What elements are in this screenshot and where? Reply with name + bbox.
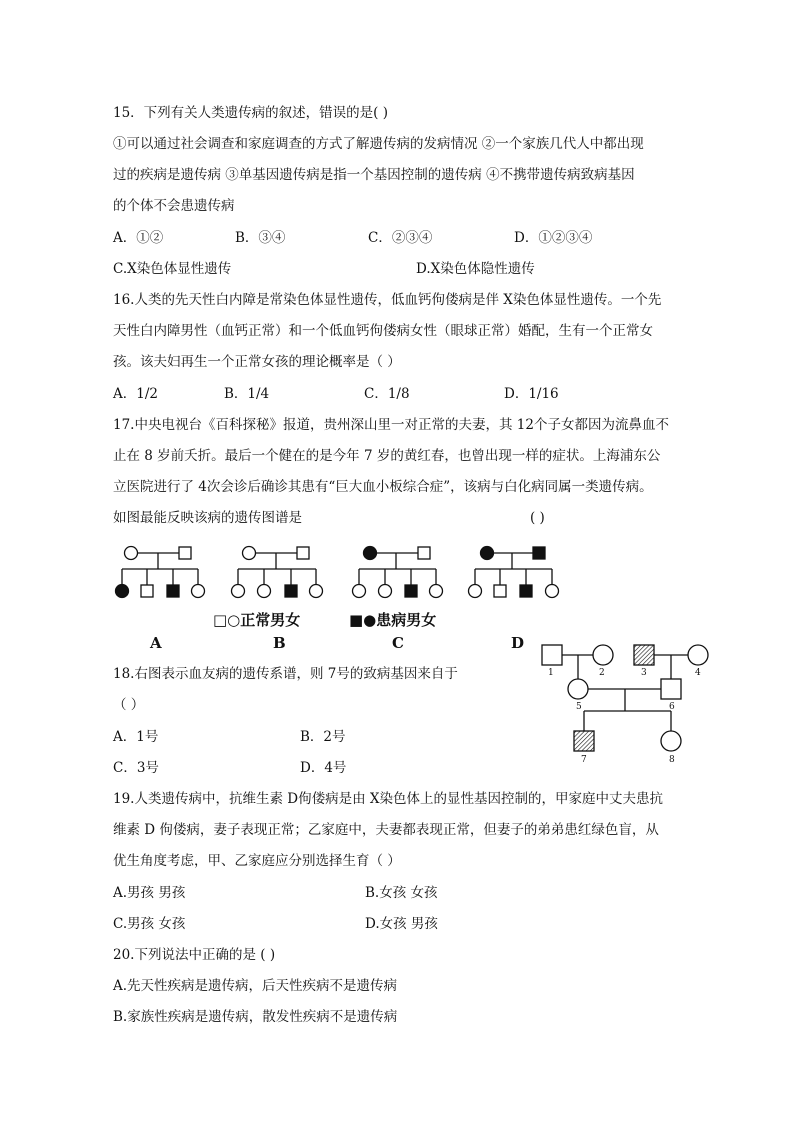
q19-line3: 优生角度考虑，甲、乙家庭应分别选择生育（ ） [113, 853, 401, 869]
q16-option-d: D．1/16 [504, 386, 559, 402]
q15-extra-c: C.X染色体显性遗传 [113, 261, 232, 277]
q17-label-d: D [511, 634, 525, 652]
q17-legend-affected: ■●患病男女 [349, 611, 437, 629]
q20-option-a: A.先天性疾病是遗传病，后天性疾病不是遗传病 [113, 978, 398, 994]
q17-line1: 17.中央电视台《百科探秘》报道，贵州深山里一对正常的夫妻，其 12个子女都因为流鼻血不 [113, 417, 669, 433]
q17-answer-paren: ( ) [530, 510, 545, 526]
q18-option-c: C．3号 [113, 760, 159, 776]
q19-line1: 19.人类遗传病中，抗维生素 D佝偻病是由 X染色体上的显性基因控制的，甲家庭中丈夫患抗 [113, 791, 663, 807]
q17-legend-normal: □○正常男女 [213, 611, 301, 629]
q17-line4: 如图最能反映该病的遗传图谱是 [113, 510, 302, 526]
q20-option-b: B.家族性疾病是遗传病，散发性疾病不是遗传病 [113, 1009, 398, 1025]
q18-num-8: 8 [669, 755, 675, 765]
q17-line2: 止在 8 岁前夭折。最后一个健在的是今年 7 岁的黄红春，也曾出现一样的症状。上海浦东公 [113, 448, 661, 464]
q18-num-1: 1 [548, 668, 554, 678]
q16-line2: 天性白内障男性（血钙正常）和一个低血钙佝偻病女性（眼球正常）婚配，生有一个正常女 [113, 323, 653, 339]
q17-line3: 立医院进行了 4次会诊后确诊其患有“巨大血小板综合症”，该病与白化病同属一类遗传病。 [113, 479, 653, 495]
q18-option-d: D．4号 [300, 760, 347, 776]
q18-option-b: B．2号 [300, 729, 346, 745]
q18-num-2: 2 [599, 668, 605, 678]
q18-option-a: A．1号 [113, 729, 159, 745]
q19-option-b: B.女孩 女孩 [365, 885, 438, 901]
q15-option-d: D．①②③④ [514, 230, 593, 246]
q18-num-6: 6 [669, 702, 675, 712]
q18-answer-paren: （ ） [113, 697, 145, 713]
q16-line1: 16.人类的先天性白内障是常染色体显性遗传，低血钙佝偻病是伴 X染色体显性遗传。一个先 [113, 292, 662, 308]
q19-option-a: A.男孩 男孩 [113, 885, 186, 901]
q15-stem: 15．下列有关人类遗传病的叙述，错误的是( ) [113, 105, 389, 121]
q18-num-3: 3 [641, 668, 647, 678]
q15-option-c: C．②③④ [368, 230, 433, 246]
q17-label-a: A [150, 634, 162, 652]
q20-stem: 20.下列说法中正确的是 ( ) [113, 947, 276, 963]
q15-option-b: B．③④ [235, 230, 286, 246]
q19-option-c: C.男孩 女孩 [113, 916, 186, 932]
q18-num-5: 5 [576, 702, 582, 712]
q19-line2: 维素 D 佝偻病，妻子表现正常；乙家庭中，夫妻都表现正常，但妻子的弟弟患红绿色盲，从 [113, 822, 659, 838]
q17-label-b: B [273, 634, 286, 652]
q18-line1: 18.右图表示血友病的遗传系谱，则 7号的致病基因来自于 [113, 666, 458, 682]
q15-extra-d: D.X染色体隐性遗传 [416, 261, 535, 277]
q16-option-a: A．1/2 [113, 386, 158, 402]
q16-option-b: B．1/4 [224, 386, 270, 402]
q15-line1: ①可以通过社会调查和家庭调查的方式了解遗传病的发病情况 ②一个家族几代人中都出现 [113, 136, 644, 152]
q15-option-a: A．①② [113, 230, 164, 246]
q18-num-4: 4 [695, 668, 701, 678]
q15-line2: 过的疾病是遗传病 ③单基因遗传病是指一个基因控制的遗传病 ④不携带遗传病致病基因 [113, 167, 635, 183]
q17-label-c: C [392, 634, 404, 652]
q16-line3: 孩。该夫妇再生一个正常女孩的理论概率是（ ） [113, 354, 401, 370]
q19-option-d: D.女孩 男孩 [365, 916, 438, 932]
q16-option-c: C．1/8 [364, 386, 410, 402]
q18-num-7: 7 [581, 755, 587, 765]
q15-line3: 的个体不会患遗传病 [113, 198, 235, 214]
